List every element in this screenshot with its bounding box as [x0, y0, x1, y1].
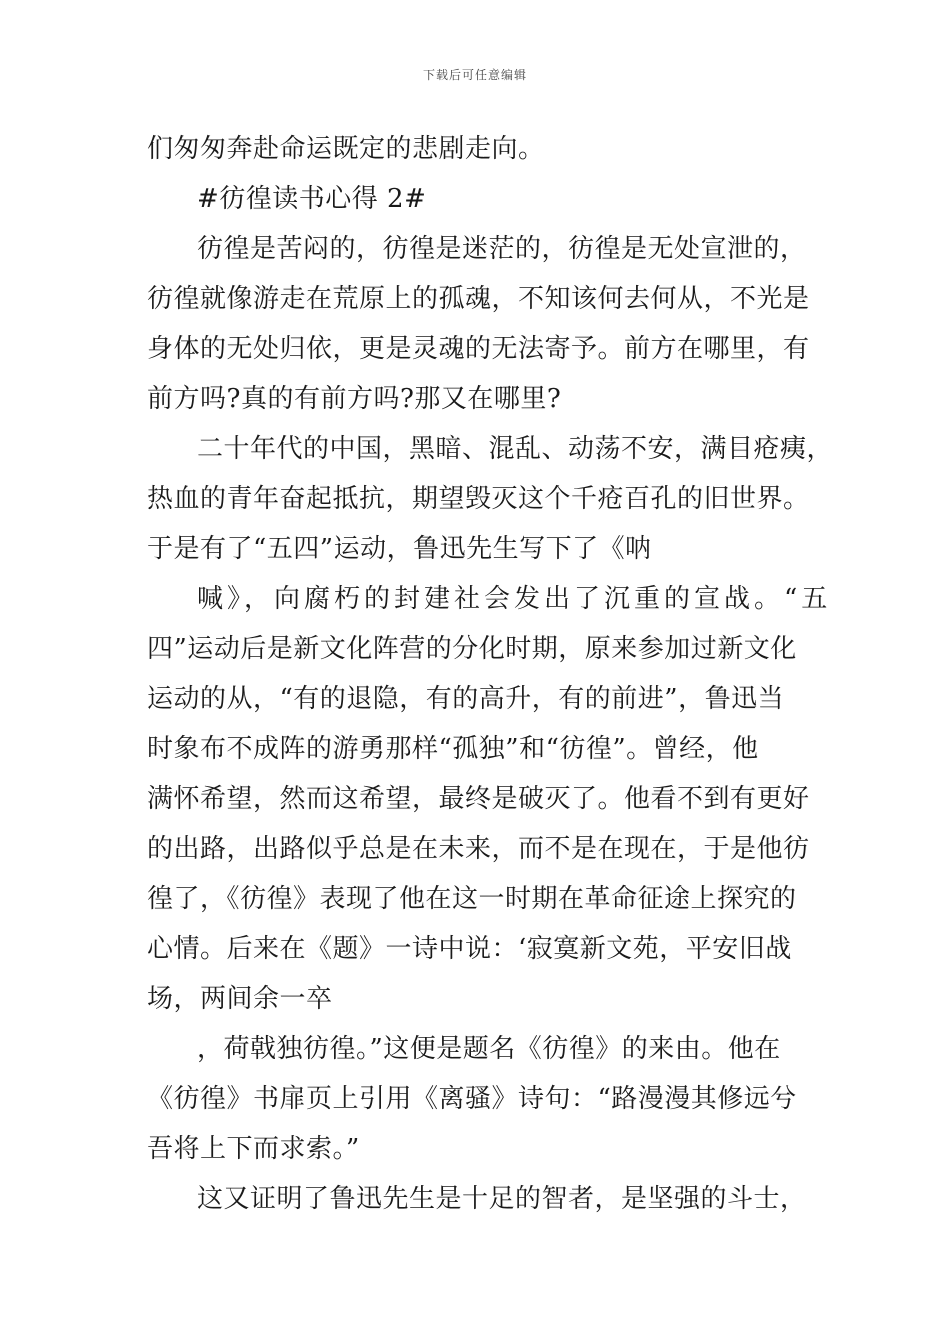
text-line: 热血的青年奋起抵抗，期望毁灭这个千疮百孔的旧世界。 [147, 484, 810, 514]
text-line: 二十年代的中国，黑暗、混乱、动荡不安，满目疮痍， [197, 434, 834, 464]
text-line: 场，两间余一卒 [147, 984, 333, 1014]
text-line: 喊》，向腐朽的封建社会发出了沉重的宣战。“五 [197, 584, 832, 614]
text-line: 心情。后来在《题》一诗中说：‘寂寞新文苑，平安旧战 [147, 934, 792, 964]
text-line: 徨了，《彷徨》表现了他在这一时期在革命征途上探究的 [147, 884, 797, 914]
text-line: 的出路，出路似乎总是在未来，而不是在现在，于是他彷 [147, 834, 810, 864]
text-line: 彷徨就像游走在荒原上的孤魂，不知该何去何从，不光是 [147, 284, 810, 314]
text-line: 时象布不成阵的游勇那样“孤独”和“彷徨”。曾经，他 [147, 734, 759, 764]
text-line: 们匆匆奔赴命运既定的悲剧走向。 [147, 134, 545, 164]
text-line: ，荷戟独彷徨。”这便是题名《彷徨》的来由。他在 [197, 1034, 781, 1064]
text-line: 运动的从，“有的退隐，有的高升，有的前进”，鲁迅当 [147, 684, 785, 714]
text-line: 于是有了“五四”运动，鲁迅先生写下了《呐 [147, 534, 652, 564]
page-header: 下载后可任意编辑 [422, 68, 527, 82]
section-heading: #彷徨读书心得 2# [197, 184, 427, 214]
text-line: 前方吗?真的有前方吗?那又在哪里? [147, 384, 562, 414]
text-line: 吾将上下而求索。” [147, 1134, 360, 1164]
text-line: 彷徨是苦闷的，彷徨是迷茫的，彷徨是无处宣泄的， [197, 234, 807, 264]
text-line: 身体的无处归依，更是灵魂的无法寄予。前方在哪里，有 [147, 334, 810, 364]
text-line: 四”运动后是新文化阵营的分化时期，原来参加过新文化 [147, 634, 797, 664]
text-line: 这又证明了鲁迅先生是十足的智者，是坚强的斗士， [197, 1184, 807, 1214]
text-line: 《彷徨》书扉页上引用《离骚》诗句：“路漫漫其修远兮 [147, 1084, 797, 1114]
text-line: 满怀希望，然而这希望，最终是破灭了。他看不到有更好 [147, 784, 810, 814]
